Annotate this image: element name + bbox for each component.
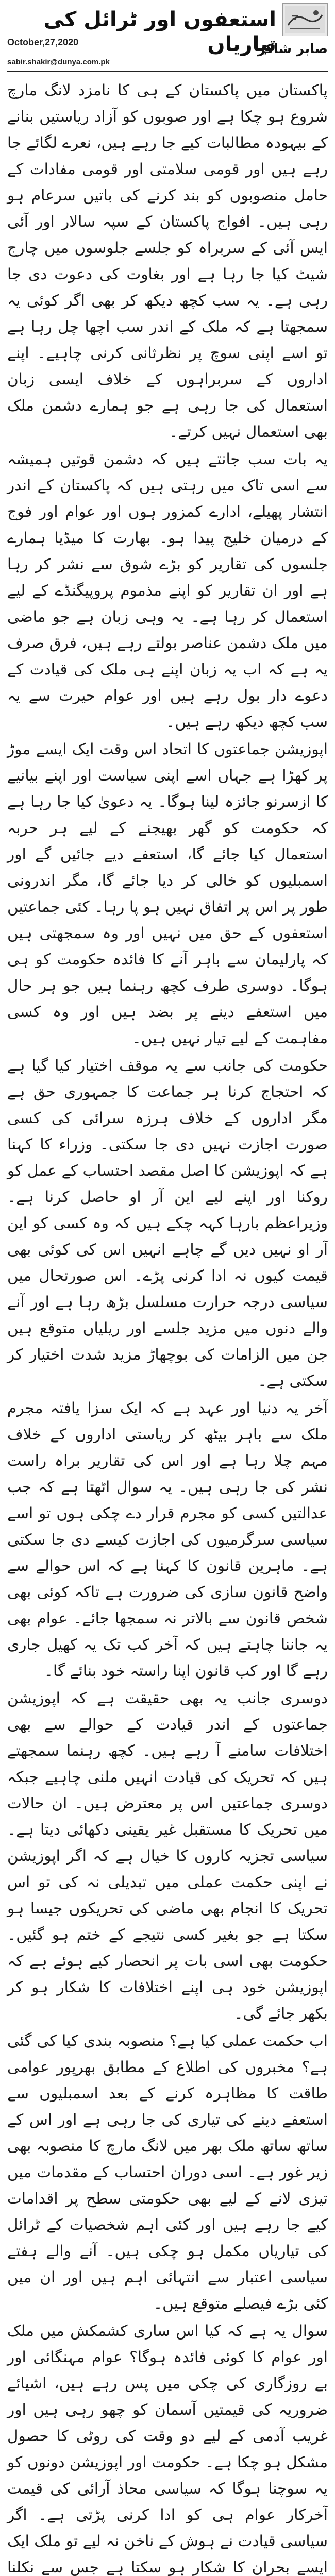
- paragraph: حکومت کی جانب سے یہ موقف اختیار کیا گیا ہے کہ احتجاج کرنا ہر جماعت کا جمہوری حق ہے مگر اداروں کے خلاف ہرزہ سرائی کی کسی صورت اجازت نہیں دی جا سکتی۔ وزراء کا کہنا ہے کہ اپوزیشن کا اصل مقصد احتساب کے عمل کو روکنا اور اپنے لیے این آر او حاصل کرنا ہے۔ وزیراعظم بارہا کہہ چکے ہیں کہ وہ کسی کو این آر او نہیں دیں گے چاہے انہیں اس کی کوئی بھی قیمت کیوں نہ ادا کرنی پڑے۔ اس صورتحال میں سیاسی درجہ حرارت مسلسل بڑھ رہا ہے اور آنے والے دنوں میں مزید جلسے اور ریلیاں متوقع ہیں جن میں الزامات کی بوچھاڑ مزید شدت اختیار کر سکتی ہے۔: [7, 1057, 328, 1389]
- publish-date: October,27,2020: [7, 37, 79, 47]
- paragraph: پاکستان میں پاکستان کے ہی کا نامزد لانگ مارچ شروع ہو چکا ہے اور صوبوں کو آزاد ریاستیں بنانے کے بیہودہ مطالبات کیے جا رہے ہیں، نعرے لگائے جا رہے ہیں اور قومی سلامتی اور قومی مفادات کے حامل منصوبوں کو بند کرنے کی باتیں سرعام ہو رہی ہیں۔ افواج پاکستان کے سپہ سالار اور آئی ایس آئی کے سربراہ کو جلسے جلوسوں میں چارج شیٹ کیا جا رہا ہے اور بغاوت کی دعوت دی جا رہی ہے۔ یہ سب کچھ دیکھ کر بھی اگر کوئی یہ سمجھتا ہے کہ ملک کے اندر سب اچھا چل رہا ہے تو اسے اپنی سوچ پر نظرثانی کرنی چاہیے۔ اپنے اداروں کے سربراہوں کے خلاف ایسی زبان استعمال کی جا رہی ہے جو ہمارے دشمن ملک بھی استعمال نہیں کرتے۔: [7, 81, 328, 440]
- article-header: [7, 0, 328, 72]
- column-logo: [282, 3, 328, 36]
- author-name: صابر شاکر: [257, 41, 328, 57]
- paragraph: دوسری جانب یہ بھی حقیقت ہے کہ اپوزیشن جماعتوں کے اندر قیادت کے حوالے سے بھی اختلافات سامنے آ رہے ہیں۔ کچھ رہنما سمجھتے ہیں کہ تحریک کی قیادت انہیں ملنی چاہیے جبکہ دوسری جماعتیں اس پر معترض ہیں۔ ان حالات میں تحریک کا مستقبل غیر یقینی دکھائی دیتا ہے۔ سیاسی تجزیہ کاروں کا خیال ہے کہ اگر اپوزیشن نے اپنی حکمت عملی میں تبدیلی نہ کی تو اس تحریک کا انجام بھی ماضی کی تحریکوں جیسا ہو سکتا ہے جو بغیر کسی نتیجے کے ختم ہو گئیں۔ حکومت بھی اسی بات پر انحصار کیے ہوئے ہے کہ اپوزیشن خود ہی اپنے اختلافات کا شکار ہو کر بکھر جائے گی۔: [7, 1689, 328, 2022]
- column-logo-icon: [285, 6, 325, 33]
- paragraph: اب حکمت عملی کیا ہے؟ منصوبہ بندی کیا کی گئی ہے؟ مخبروں کی اطلاع کے مطابق بھرپور عوامی طاقت کا مظاہرہ کرنے کے بعد اسمبلیوں سے استعفے دینے کی تیاری کی جا رہی ہے اور اس کے ساتھ ساتھ ملک بھر میں لانگ مارچ کا منصوبہ بھی زیر غور ہے۔ اسی دوران احتساب کے مقدمات میں تیزی لانے کے لیے بھی حکومتی سطح پر اقدامات کیے جا رہے ہیں اور کئی اہم شخصیات کے ٹرائل کی تیاریاں مکمل ہو چکی ہیں۔ آنے والے ہفتے سیاسی اعتبار سے انتہائی اہم ہیں اور ان میں کئی بڑے فیصلے متوقع ہیں۔: [7, 2032, 328, 2312]
- article-headline: استعفوں اور ٹرائل کی تیاریاں: [43, 8, 276, 56]
- paragraph: یہ بات سب جانتے ہیں کہ دشمن قوتیں ہمیشہ سے اسی تاک میں رہتی ہیں کہ پاکستان کے اندر انتشار پھیلے، ادارے کمزور ہوں اور عوام اور فوج کے درمیان خلیج پیدا ہو۔ بھارت کا میڈیا ہمارے جلسوں کی تقاریر کو بڑے شوق سے نشر کر رہا ہے اور ان تقاریر کو اپنے مذموم پروپیگنڈے کے لیے استعمال کر رہا ہے۔ یہ وہی زبان ہے جو ماضی میں ملک دشمن عناصر بولتے رہے ہیں، فرق صرف یہ ہے کہ اب یہ زبان اپنے ہی ملک کی قیادت کے دعوے دار بول رہے ہیں اور عوام حیرت سے یہ سب کچھ دیکھ رہے ہیں۔: [7, 450, 328, 731]
- paragraph: آخر یہ دنیا اور عہد ہے کہ ایک سزا یافتہ مجرم ملک سے باہر بیٹھ کر ریاستی اداروں کے خلاف مہم چلا رہا ہے اور اس کی تقاریر براہ راست نشر کی جا رہی ہیں۔ یہ سوال اٹھتا ہے کہ جب عدالتیں کسی کو مجرم قرار دے چکی ہوں تو اسے سیاسی سرگرمیوں کی اجازت کیسے دی جا سکتی ہے۔ ماہرین قانون کا کہنا ہے کہ اس حوالے سے واضح قانون سازی کی ضرورت ہے تاکہ کوئی بھی شخص قانون سے بالاتر نہ سمجھا جائے۔ عوام بھی یہ جاننا چاہتے ہیں کہ آخر کب تک یہ کھیل جاری رہے گا اور کب قانون اپنا راستہ خود بنائے گا۔: [7, 1399, 328, 1680]
- article-body: [7, 72, 328, 2576]
- paragraph: اپوزیشن جماعتوں کا اتحاد اس وقت ایک ایسے موڑ پر کھڑا ہے جہاں اسے اپنی سیاست اور اپنے بیانیے کا ازسرنو جائزہ لینا ہوگا۔ یہ دعویٰ کیا جا رہا ہے کہ حکومت کو گھر بھیجنے کے لیے ہر حربہ استعمال کیا جائے گا، استعفے دیے جائیں گے اور اسمبلیوں کو خالی کر دیا جائے گا، مگر اندرونی طور پر اس پر اتفاق نہیں ہو پا رہا۔ کئی جماعتیں استعفوں کے حق میں نہیں اور وہ سمجھتی ہیں کہ پارلیمان سے باہر آنے کا فائدہ حکومت کو ہی ہوگا۔ دوسری طرف کچھ رہنما ہیں جو ہر حال میں استعفے دینے پر بضد ہیں اور وہ کسی مفاہمت کے لیے تیار نہیں ہیں۔: [7, 740, 328, 1047]
- paragraph: سوال یہ ہے کہ کیا اس ساری کشمکش میں ملک اور عوام کا کوئی فائدہ ہوگا؟ عوام مہنگائی اور بے روزگاری کی چکی میں پس رہے ہیں، اشیائے ضروریہ کی قیمتیں آسمان کو چھو رہی ہیں اور غریب آدمی کے لیے دو وقت کی روٹی کا حصول مشکل ہو چکا ہے۔ حکومت اور اپوزیشن دونوں کو یہ سوچنا ہوگا کہ سیاسی محاذ آرائی کی قیمت آخرکار عوام ہی کو ادا کرنی پڑتی ہے۔ اگر سیاسی قیادت نے ہوش کے ناخن نہ لیے تو ملک ایک ایسے بحران کا شکار ہو سکتا ہے جس سے نکلنا: [7, 2322, 328, 2576]
- author-email[interactable]: sabir.shakir@dunya.com.pk: [7, 58, 110, 66]
